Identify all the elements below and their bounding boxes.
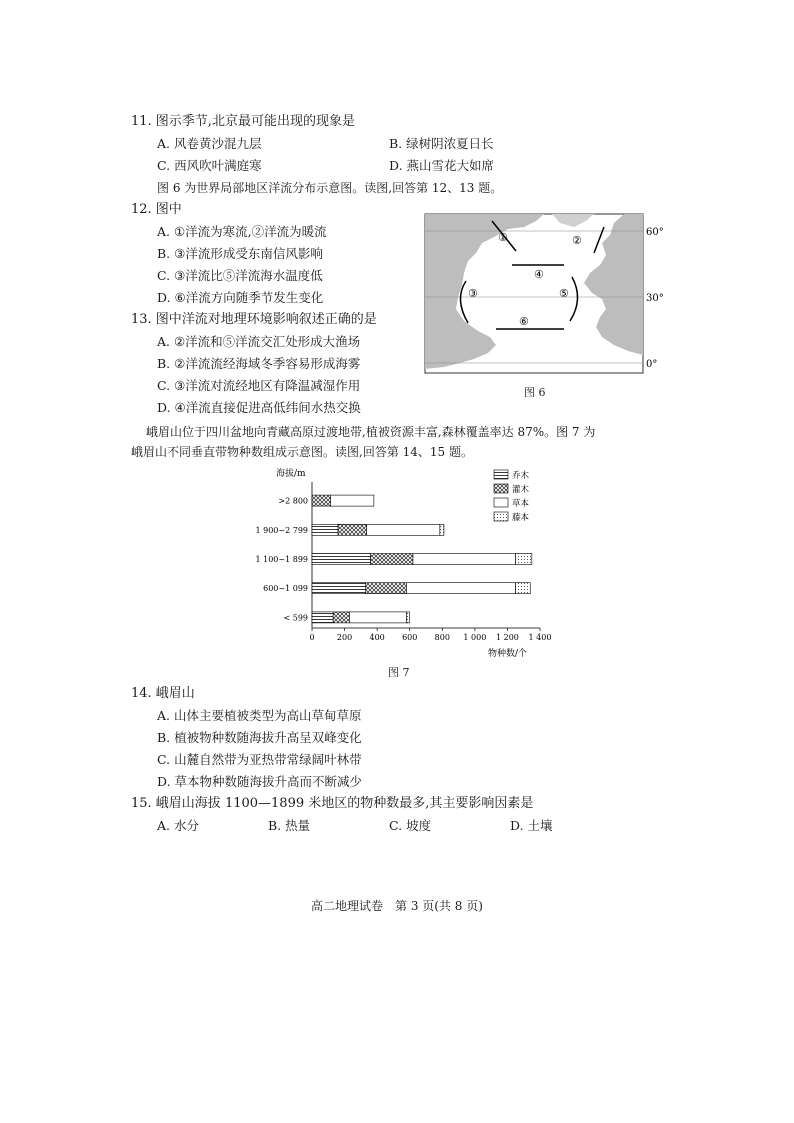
x-tick-label: 400	[369, 633, 385, 642]
q11-option-b: B. 绿树阴浓夏日长	[389, 136, 494, 151]
current-label-5: ⑤	[559, 287, 569, 300]
bar-segment-1	[312, 554, 371, 565]
legend-swatch	[494, 512, 508, 521]
q11-stem: 11. 图示季节,北京最可能出现的现象是	[131, 114, 355, 129]
lat-0-label: 0°	[646, 359, 658, 370]
x-tick-label: 600	[402, 633, 418, 642]
category-label: 1 100~1 899	[255, 555, 308, 564]
q14-option-d: D. 草本物种数随海拔升高而不断减少	[157, 774, 363, 789]
q15-stem: 15. 峨眉山海拔 1100—1899 米地区的物种数最多,其主要影响因素是	[131, 796, 534, 811]
intro-12-13: 图 6 为世界局部地区洋流分布示意图。读图,回答第 12、13 题。	[157, 181, 503, 195]
x-tick-label: 800	[434, 633, 450, 642]
bar-segment-3	[413, 554, 516, 565]
legend-label: 乔木	[512, 471, 530, 481]
current-label-1: ①	[498, 231, 508, 244]
q15-option-d: D. 土壤	[510, 818, 553, 833]
current-label-6: ⑥	[519, 315, 529, 328]
bar-segment-1	[312, 524, 338, 535]
bar-segment-3	[349, 612, 406, 623]
q13-stem: 13. 图中洋流对地理环境影响叙述正确的是	[131, 312, 377, 327]
current-label-4: ④	[534, 268, 544, 281]
q14-option-c: C. 山麓自然带为亚热带常绿阔叶林带	[157, 752, 362, 767]
q12-option-c: C. ③洋流比⑤洋流海水温度低	[157, 268, 323, 283]
category-label: 1 900~2 799	[255, 525, 308, 535]
x-tick-label: 1 000	[463, 633, 487, 642]
chart-xlabel: 物种数/个	[488, 649, 528, 659]
current-label-2: ②	[572, 234, 582, 247]
x-tick-label: 1 200	[495, 633, 519, 642]
bar-segment-2	[312, 495, 331, 506]
q13-option-c: C. ③洋流对流经地区有降温减湿作用	[157, 378, 361, 393]
bar-segment-2	[338, 524, 367, 535]
intro-14-15-line1: 峨眉山位于四川盆地向青藏高原过渡地带,植被资源丰富,森林覆盖率达 87%。图 7 为	[146, 425, 596, 439]
q12-option-d: D. ⑥洋流方向随季节发生变化	[157, 290, 324, 305]
q11-option-a: A. 风卷黄沙混九层	[157, 136, 262, 151]
chart-ylabel: 海拔/m	[276, 469, 306, 479]
bar-segment-2	[371, 554, 413, 565]
bar-segment-2	[366, 583, 407, 594]
x-tick-label: 1 400	[528, 633, 552, 642]
bar-segment-1	[312, 583, 366, 594]
bar-segment-4	[516, 554, 532, 565]
q12-option-b: B. ③洋流形成受东南信风影响	[157, 246, 323, 261]
lat-60-label: 60°	[646, 227, 664, 238]
ocean-current-map	[424, 213, 664, 375]
category-label: 600~1 099	[263, 584, 308, 594]
current-label-3: ③	[468, 287, 478, 300]
bar-segment-2	[333, 612, 349, 623]
q14-stem: 14. 峨眉山	[131, 686, 195, 701]
q12-stem: 12. 图中	[131, 202, 182, 217]
category-label: < 599	[283, 613, 308, 623]
bar-segment-4	[406, 612, 409, 623]
q15-option-c: C. 坡度	[389, 818, 432, 833]
figure-6-caption: 图 6	[524, 386, 546, 399]
q13-option-b: B. ②洋流流经海域冬季容易形成海雾	[157, 356, 361, 371]
bar-segment-4	[516, 583, 531, 594]
lat-30-label: 30°	[646, 293, 664, 304]
q11-option-d: D. 燕山雪花大如席	[389, 158, 495, 173]
page-footer: 高二地理试卷 第 3 页(共 8 页)	[311, 899, 483, 913]
bar-segment-3	[331, 495, 374, 506]
intro-14-15-line2: 峨眉山不同垂直带物种数组成示意图。读图,回答第 14、15 题。	[131, 445, 473, 459]
q15-option-a: A. 水分	[157, 818, 199, 833]
legend-swatch	[494, 470, 508, 479]
q11-option-c: C. 西风吹叶满庭寒	[157, 158, 262, 173]
bar-segment-4	[440, 524, 444, 535]
bar-segment-3	[406, 583, 515, 594]
category-label: >2 800	[278, 496, 308, 506]
x-tick-label: 0	[309, 633, 315, 642]
q14-option-b: B. 植被物种数随海拔升高呈双峰变化	[157, 730, 362, 745]
q13-option-a: A. ②洋流和⑤洋流交汇处形成大渔场	[157, 334, 361, 349]
legend-swatch	[494, 498, 508, 507]
species-stacked-bar-chart	[250, 462, 560, 662]
legend-label: 藤本	[512, 513, 530, 523]
legend-swatch	[494, 484, 508, 493]
legend-label: 草本	[512, 499, 530, 509]
bar-segment-1	[312, 612, 333, 623]
q13-option-d: D. ④洋流直接促进高低纬间水热交换	[157, 400, 361, 415]
q15-option-b: B. 热量	[268, 818, 311, 833]
legend-label: 灌木	[512, 485, 530, 495]
x-tick-label: 200	[336, 633, 353, 642]
bar-segment-3	[367, 524, 440, 535]
figure-7-caption: 图 7	[388, 666, 410, 679]
q12-option-a: A. ①洋流为寒流,②洋流为暖流	[157, 224, 327, 239]
q14-option-a: A. 山体主要植被类型为高山草甸草原	[157, 708, 362, 723]
